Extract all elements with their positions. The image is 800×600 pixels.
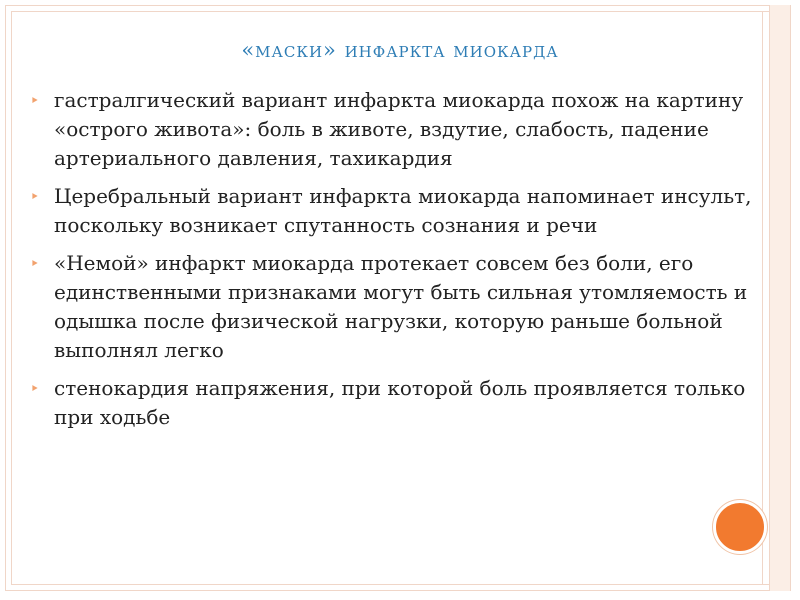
- arrow-bullet-icon: ‣: [30, 379, 40, 398]
- bullet-text: гастралгический вариант инфаркта миокарда похож на картину «острого живота»: боль в животе, вздутие, слабость, падение артериального давления, тахикардия: [54, 88, 744, 170]
- slide-right-band-line: [762, 11, 763, 585]
- slide-title: «маски» инфаркта миокарда: [241, 38, 559, 62]
- bullet-item: [28, 374, 756, 432]
- bullet-item: [28, 249, 756, 365]
- arrow-bullet-icon: ‣: [30, 254, 40, 273]
- bullet-list: [28, 86, 756, 441]
- arrow-bullet-icon: ‣: [30, 91, 40, 110]
- arrow-bullet-icon: ‣: [30, 187, 40, 206]
- bullet-item: [28, 86, 756, 173]
- bullet-item: [28, 182, 756, 240]
- slide-right-band: [769, 5, 791, 591]
- bullet-text: стенокардия напряжения, при которой боль проявляется только при ходьбе: [54, 376, 746, 429]
- bullet-text: Церебральный вариант инфаркта миокарда напоминает инсульт, поскольку возникает спутанность сознания и речи: [54, 184, 752, 237]
- bullet-text: «Немой» инфаркт миокарда протекает совсем без боли, его единственными признаками могут быть сильная утомляемость и одышка после физической нагрузки, которую раньше больной выполнял легко: [54, 251, 748, 362]
- decorative-circle-icon: [713, 500, 767, 554]
